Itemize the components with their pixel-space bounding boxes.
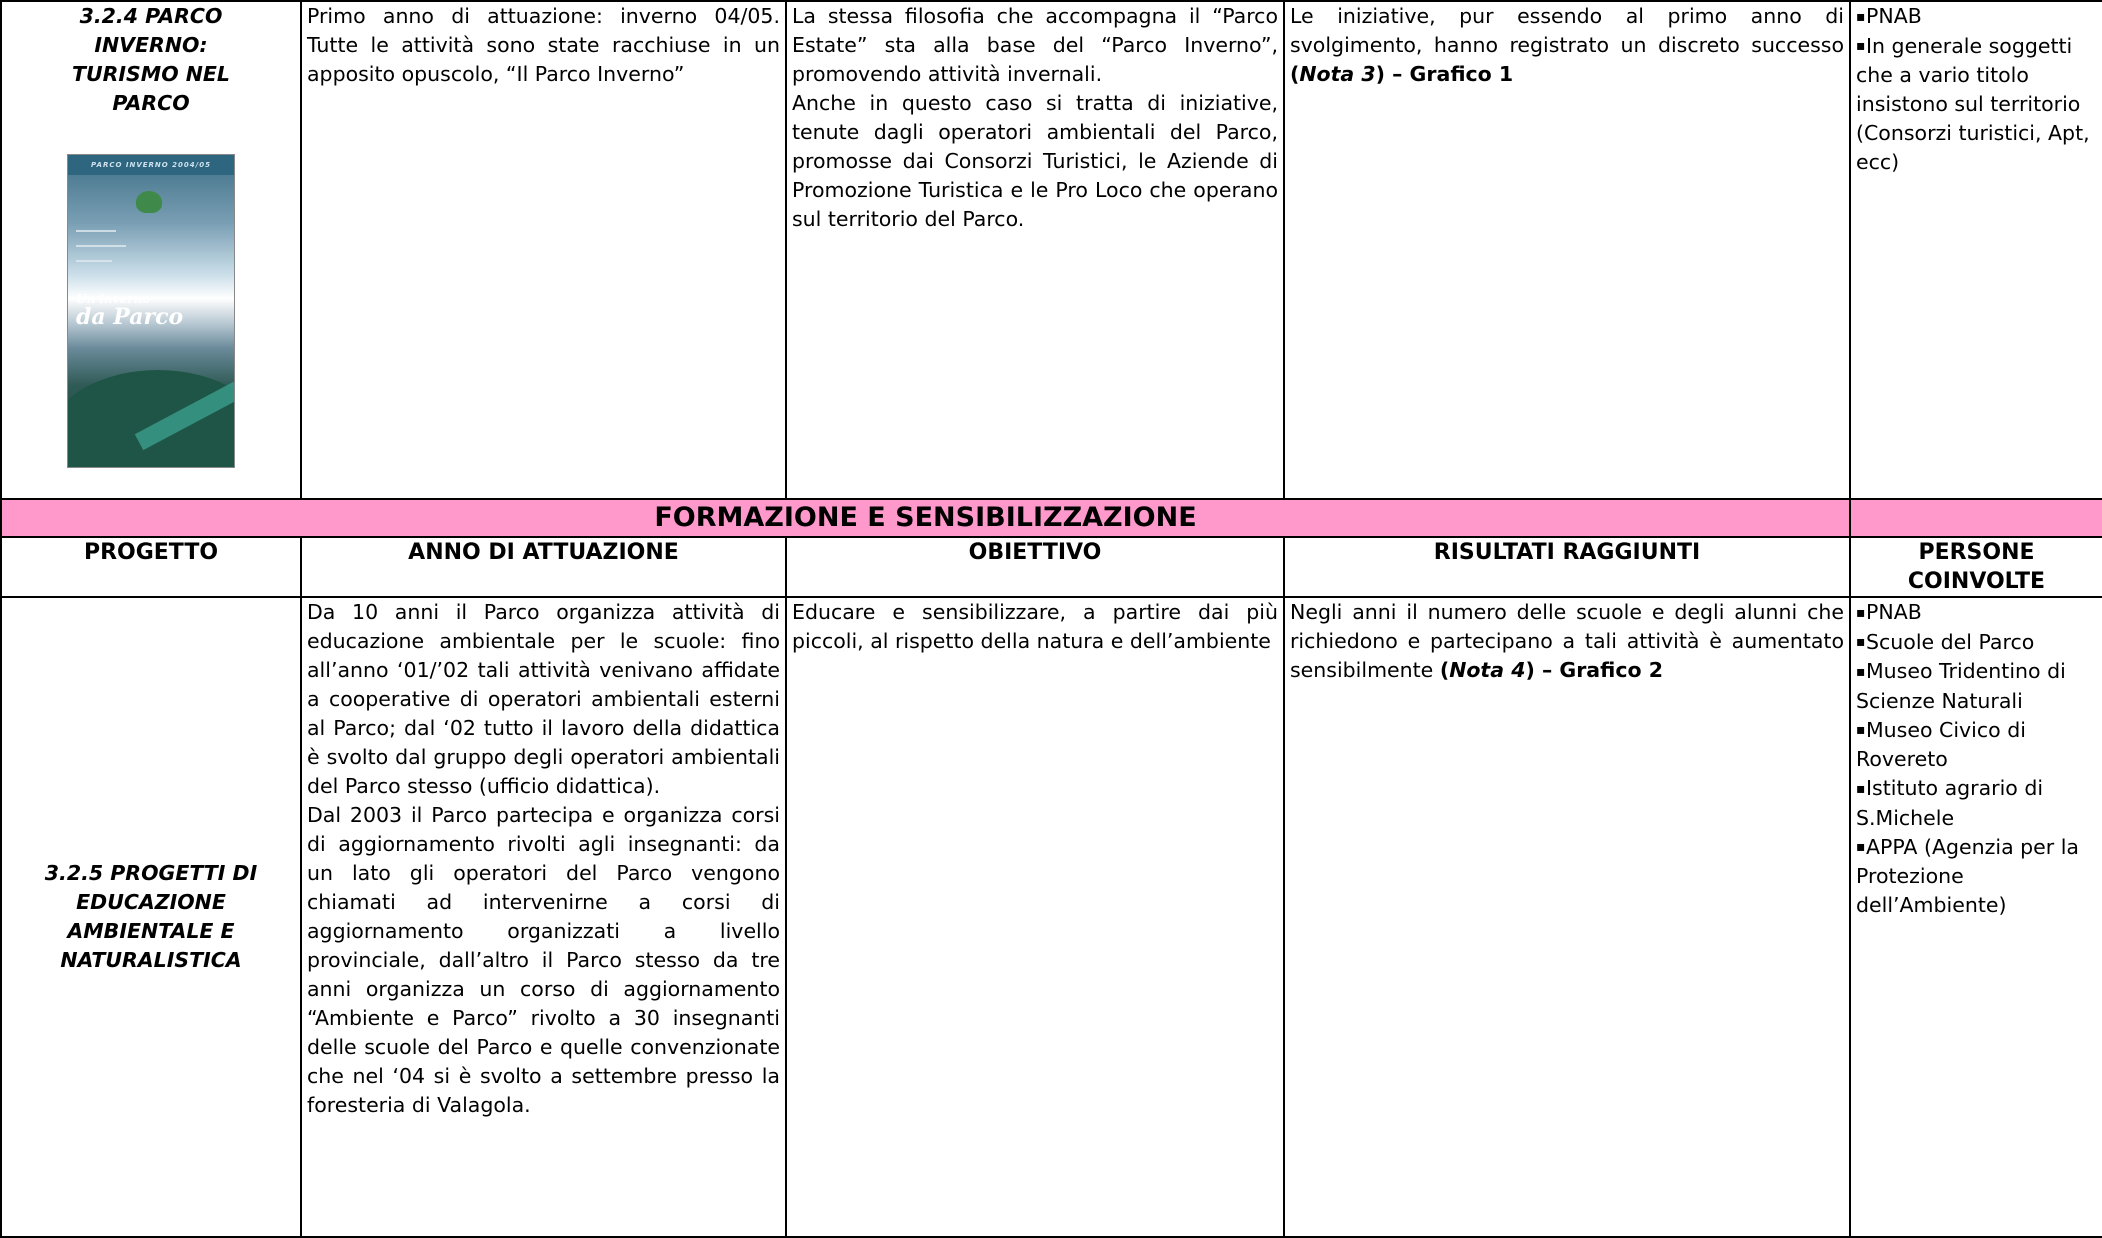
persone-item: ▪APPA (Agenzia per la Protezione dell’Ambiente): [1856, 834, 2079, 917]
anno-text: Primo anno di attuazione: inverno 04/05. Tutte le attività sono state racchiuse in un apposito opuscolo, “Il Parco Inverno”: [307, 4, 780, 86]
bullet-icon: ▪: [1856, 722, 1866, 738]
anno-paragraph: Dal 2003 il Parco partecipa e organizza corsi di aggiornamento rivolti agli insegnanti: da un lato gli operatori del Parco vengono chiamati ad intervenirne a corsi di aggiornamento organizzati a livello provinciale, dall’altro il Parco stesso da tre anni organizza un corso di aggiornamento “Ambiente e Parco” rivolto a 30 insegnanti delle scuole del Parco e quelle convenzionate che nel ‘04 si è svolto a settembre presso la foresteria di Valagola.: [307, 803, 780, 1117]
section-row: [1, 499, 2102, 537]
obiettivo-paragraph: La stessa filosofia che accompagna il “Parco Estate” sta alla base del “Parco Inverno”, promovendo attività invernali.: [792, 4, 1278, 86]
grafico-ref: ) – Grafico 1: [1375, 62, 1514, 86]
nota-ref: Nota 4: [1449, 658, 1526, 682]
risultati-paren: (: [1290, 62, 1300, 86]
obiettivo-cell: [786, 597, 1284, 1237]
bullet-icon: ▪: [1856, 780, 1866, 797]
section-empty-cell: [1850, 499, 2102, 537]
persone-item: ▪PNAB: [1856, 2, 2097, 32]
project-title-line: TURISMO NEL: [72, 62, 230, 86]
project-title-line: EDUCAZIONE: [76, 890, 226, 914]
obiettivo-paragraph: Anche in questo caso si tratta di iniziative, tenute dagli operatori ambientali del Parco, promosse dai Consorzi Turistici, le Aziende di Promozione Turistica e le Pro Loco che operano sul territorio del Parco.: [792, 91, 1278, 231]
section-title: FORMAZIONE E SENSIBILIZZAZIONE: [1, 499, 1850, 537]
table-row: [1, 1, 2102, 499]
brochure-line: [76, 260, 112, 262]
obiettivo-cell: [786, 1, 1284, 499]
nota-ref: Nota 3: [1299, 62, 1376, 86]
bullet-icon: ▪: [1856, 604, 1866, 621]
header-anno: ANNO DI ATTUAZIONE: [301, 537, 786, 597]
park-logo-icon: [136, 191, 162, 213]
project-title-line: 3.2.4 PARCO: [79, 4, 223, 28]
risultati-cell: [1284, 1, 1850, 499]
persone-cell: [1850, 1, 2102, 499]
persone-cell: [1850, 597, 2102, 1237]
brochure-line: [76, 245, 126, 247]
brochure-forest: [67, 370, 235, 468]
bullet-icon: ▪: [1856, 38, 1866, 54]
header-row: [1, 537, 2102, 597]
header-obiettivo: OBIETTIVO: [786, 537, 1284, 597]
project-cell: [1, 1, 301, 499]
project-title-line: PARCO: [112, 91, 190, 115]
bullet-icon: ▪: [1856, 663, 1866, 680]
brochure-image: [67, 154, 235, 468]
brochure-header: PARCO INVERNO 2004/05: [68, 155, 234, 175]
risultati-cell: [1284, 597, 1850, 1237]
anno-cell: [301, 1, 786, 499]
project-title-line: NATURALISTICA: [60, 948, 242, 972]
obiettivo-text: Educare e sensibilizzare, a partire dai più piccoli, al rispetto della natura e dell’ambiente: [792, 600, 1278, 653]
persone-item: ▪Museo Civico di Rovereto: [1856, 717, 2026, 771]
brochure-line: [76, 230, 116, 232]
persone-item: ▪In generale soggetti che a vario titolo insistono sul territorio (Consorzi turistici, Apt, ecc): [1856, 33, 2090, 174]
risultati-text: Le iniziative, pur essendo al primo anno di svolgimento, hanno registrato un discreto successo: [1290, 4, 1844, 57]
bullet-icon: ▪: [1856, 839, 1866, 855]
persone-item: ▪Museo Tridentino di Scienze Naturali: [1856, 659, 2066, 713]
project-cell: [1, 597, 301, 1237]
project-title-line: INVERNO:: [94, 33, 208, 57]
anno-cell: [301, 597, 786, 1237]
risultati-text: Negli anni il numero delle scuole e degli alunni che richiedono e partecipano a tali attività è aumentato sensibilmente: [1290, 600, 1844, 682]
table-row: [1, 597, 2102, 1237]
brochure-title-small: Un inverno: [76, 292, 151, 306]
persone-item: ▪Scuole del Parco: [1856, 628, 2097, 658]
persone-item: ▪PNAB: [1856, 598, 2097, 628]
project-title-line: AMBIENTALE E: [67, 919, 235, 943]
risultati-paren: (: [1439, 658, 1450, 682]
persone-item: ▪Istituto agrario di S.Michele: [1856, 776, 2044, 830]
project-title-line: 3.2.5 PROGETTI DI: [44, 861, 258, 885]
anno-paragraph: Da 10 anni il Parco organizza attività di educazione ambientale per le scuole: fino all’anno ‘01/’02 tali attività venivano affidate a cooperative di operatori ambientali esterni al Parco; dal ‘02 tutto il lavoro della didattica è svolto dal gruppo degli operatori ambientali del Parco stesso (ufficio didattica).: [307, 600, 780, 798]
header-risultati: RISULTATI RAGGIUNTI: [1284, 537, 1850, 597]
header-progetto: PROGETTO: [1, 537, 301, 597]
grafico-ref: ) – Grafico 2: [1525, 658, 1663, 682]
brochure-title-big: da Parco: [76, 304, 184, 330]
header-persone: PERSONE COINVOLTE: [1850, 537, 2102, 597]
bullet-icon: ▪: [1856, 634, 1866, 650]
bullet-icon: ▪: [1856, 8, 1866, 25]
